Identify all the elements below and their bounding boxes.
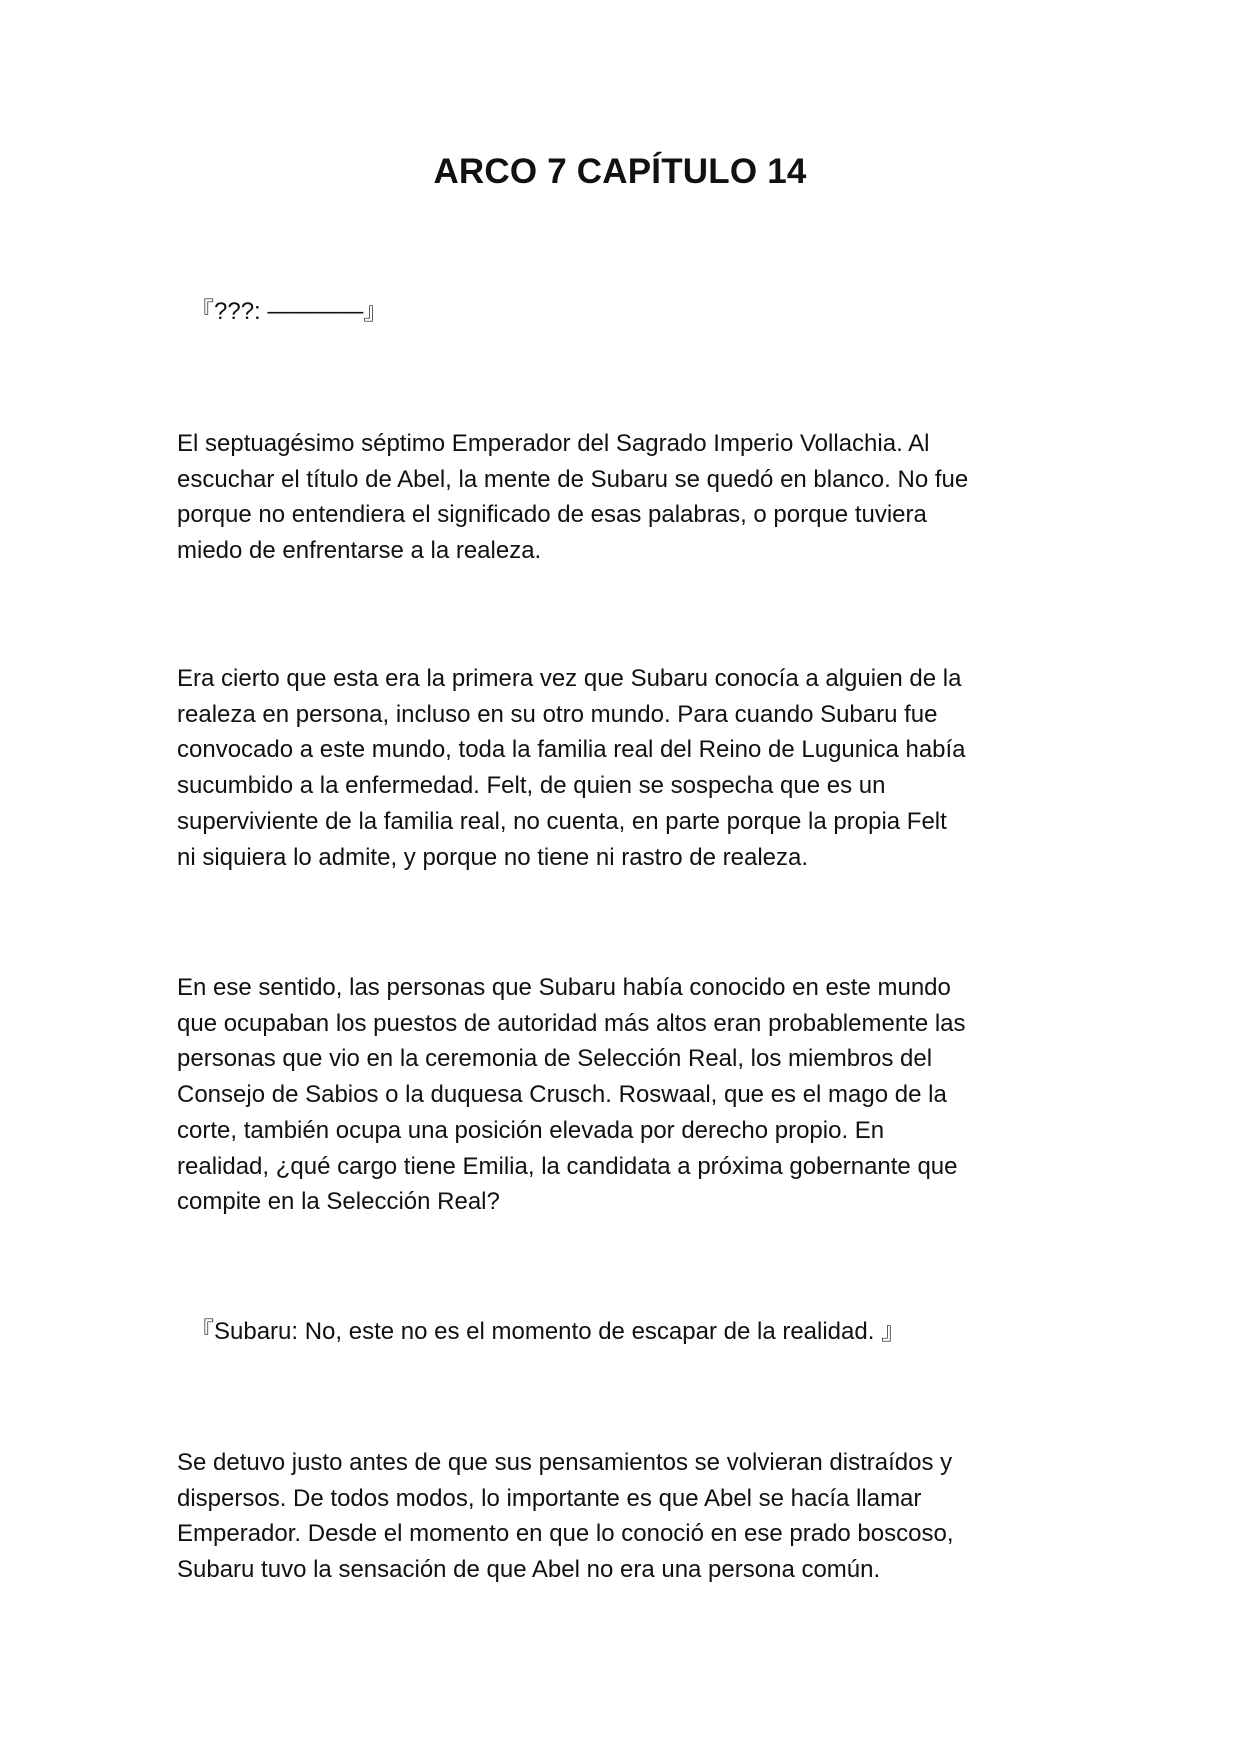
paragraph-line: escuchar el título de Abel, la mente de Subaru se quedó en blanco. No fue xyxy=(177,465,969,493)
paragraph-line: sucumbido a la enfermedad. Felt, de quien se sospecha que es un xyxy=(177,772,886,800)
paragraph-line: Era cierto que esta era la primera vez que Subaru conocía a alguien de la xyxy=(177,665,962,692)
paragraph-3 xyxy=(177,970,1067,1220)
paragraph-line: realidad, ¿qué cargo tiene Emilia, la candidata a próxima gobernante que xyxy=(177,1152,958,1180)
paragraph-line: En ese sentido, las personas que Subaru había conocido en este mundo xyxy=(177,974,951,1001)
paragraph-line: compite en la Selección Real? xyxy=(177,1188,500,1216)
paragraph-line: Emperador. Desde el momento en que lo conoció en ese prado boscoso, xyxy=(177,1520,954,1548)
paragraph-line: ni siquiera lo admite, y porque no tiene ni rastro de realeza. xyxy=(177,843,809,871)
paragraph-line: Consejo de Sabios o la duquesa Crusch. Roswaal, que es el mago de la xyxy=(177,1081,947,1109)
paragraph-line: que ocupaban los puestos de autoridad más altos eran probablemente las xyxy=(177,1009,966,1037)
paragraph-4 xyxy=(177,1445,1067,1588)
paragraph-line: corte, también ocupa una posición elevada por derecho propio. En xyxy=(177,1116,885,1144)
paragraph-line: porque no entendiera el significado de esas palabras, o porque tuviera xyxy=(177,501,927,529)
dialogue-line-unknown: 『???: ————』 xyxy=(190,298,388,325)
paragraph-line: Subaru tuvo la sensación de que Abel no era una persona común. xyxy=(177,1556,881,1584)
paragraph-2 xyxy=(177,661,1067,875)
paragraph-line: superviviente de la familia real, no cuenta, en parte porque la propia Felt xyxy=(177,807,947,835)
paragraph-line: personas que vio en la ceremonia de Selección Real, los miembros del xyxy=(177,1045,933,1073)
paragraph-line: convocado a este mundo, toda la familia real del Reino de Lugunica había xyxy=(177,736,966,764)
paragraph-1 xyxy=(177,426,1067,569)
paragraph-line: Se detuvo justo antes de que sus pensamientos se volvieran distraídos y xyxy=(177,1449,953,1476)
paragraph-line: El septuagésimo séptimo Emperador del Sagrado Imperio Vollachia. Al xyxy=(177,430,930,457)
paragraph-line: miedo de enfrentarse a la realeza. xyxy=(177,537,542,565)
paragraph-line: realeza en persona, incluso en su otro mundo. Para cuando Subaru fue xyxy=(177,700,938,728)
paragraph-line: dispersos. De todos modos, lo importante es que Abel se hacía llamar xyxy=(177,1484,922,1512)
chapter-title: ARCO 7 CAPÍTULO 14 xyxy=(433,152,807,191)
dialogue-line-subaru: 『Subaru: No, este no es el momento de escapar de la realidad. 』 xyxy=(190,1318,906,1345)
